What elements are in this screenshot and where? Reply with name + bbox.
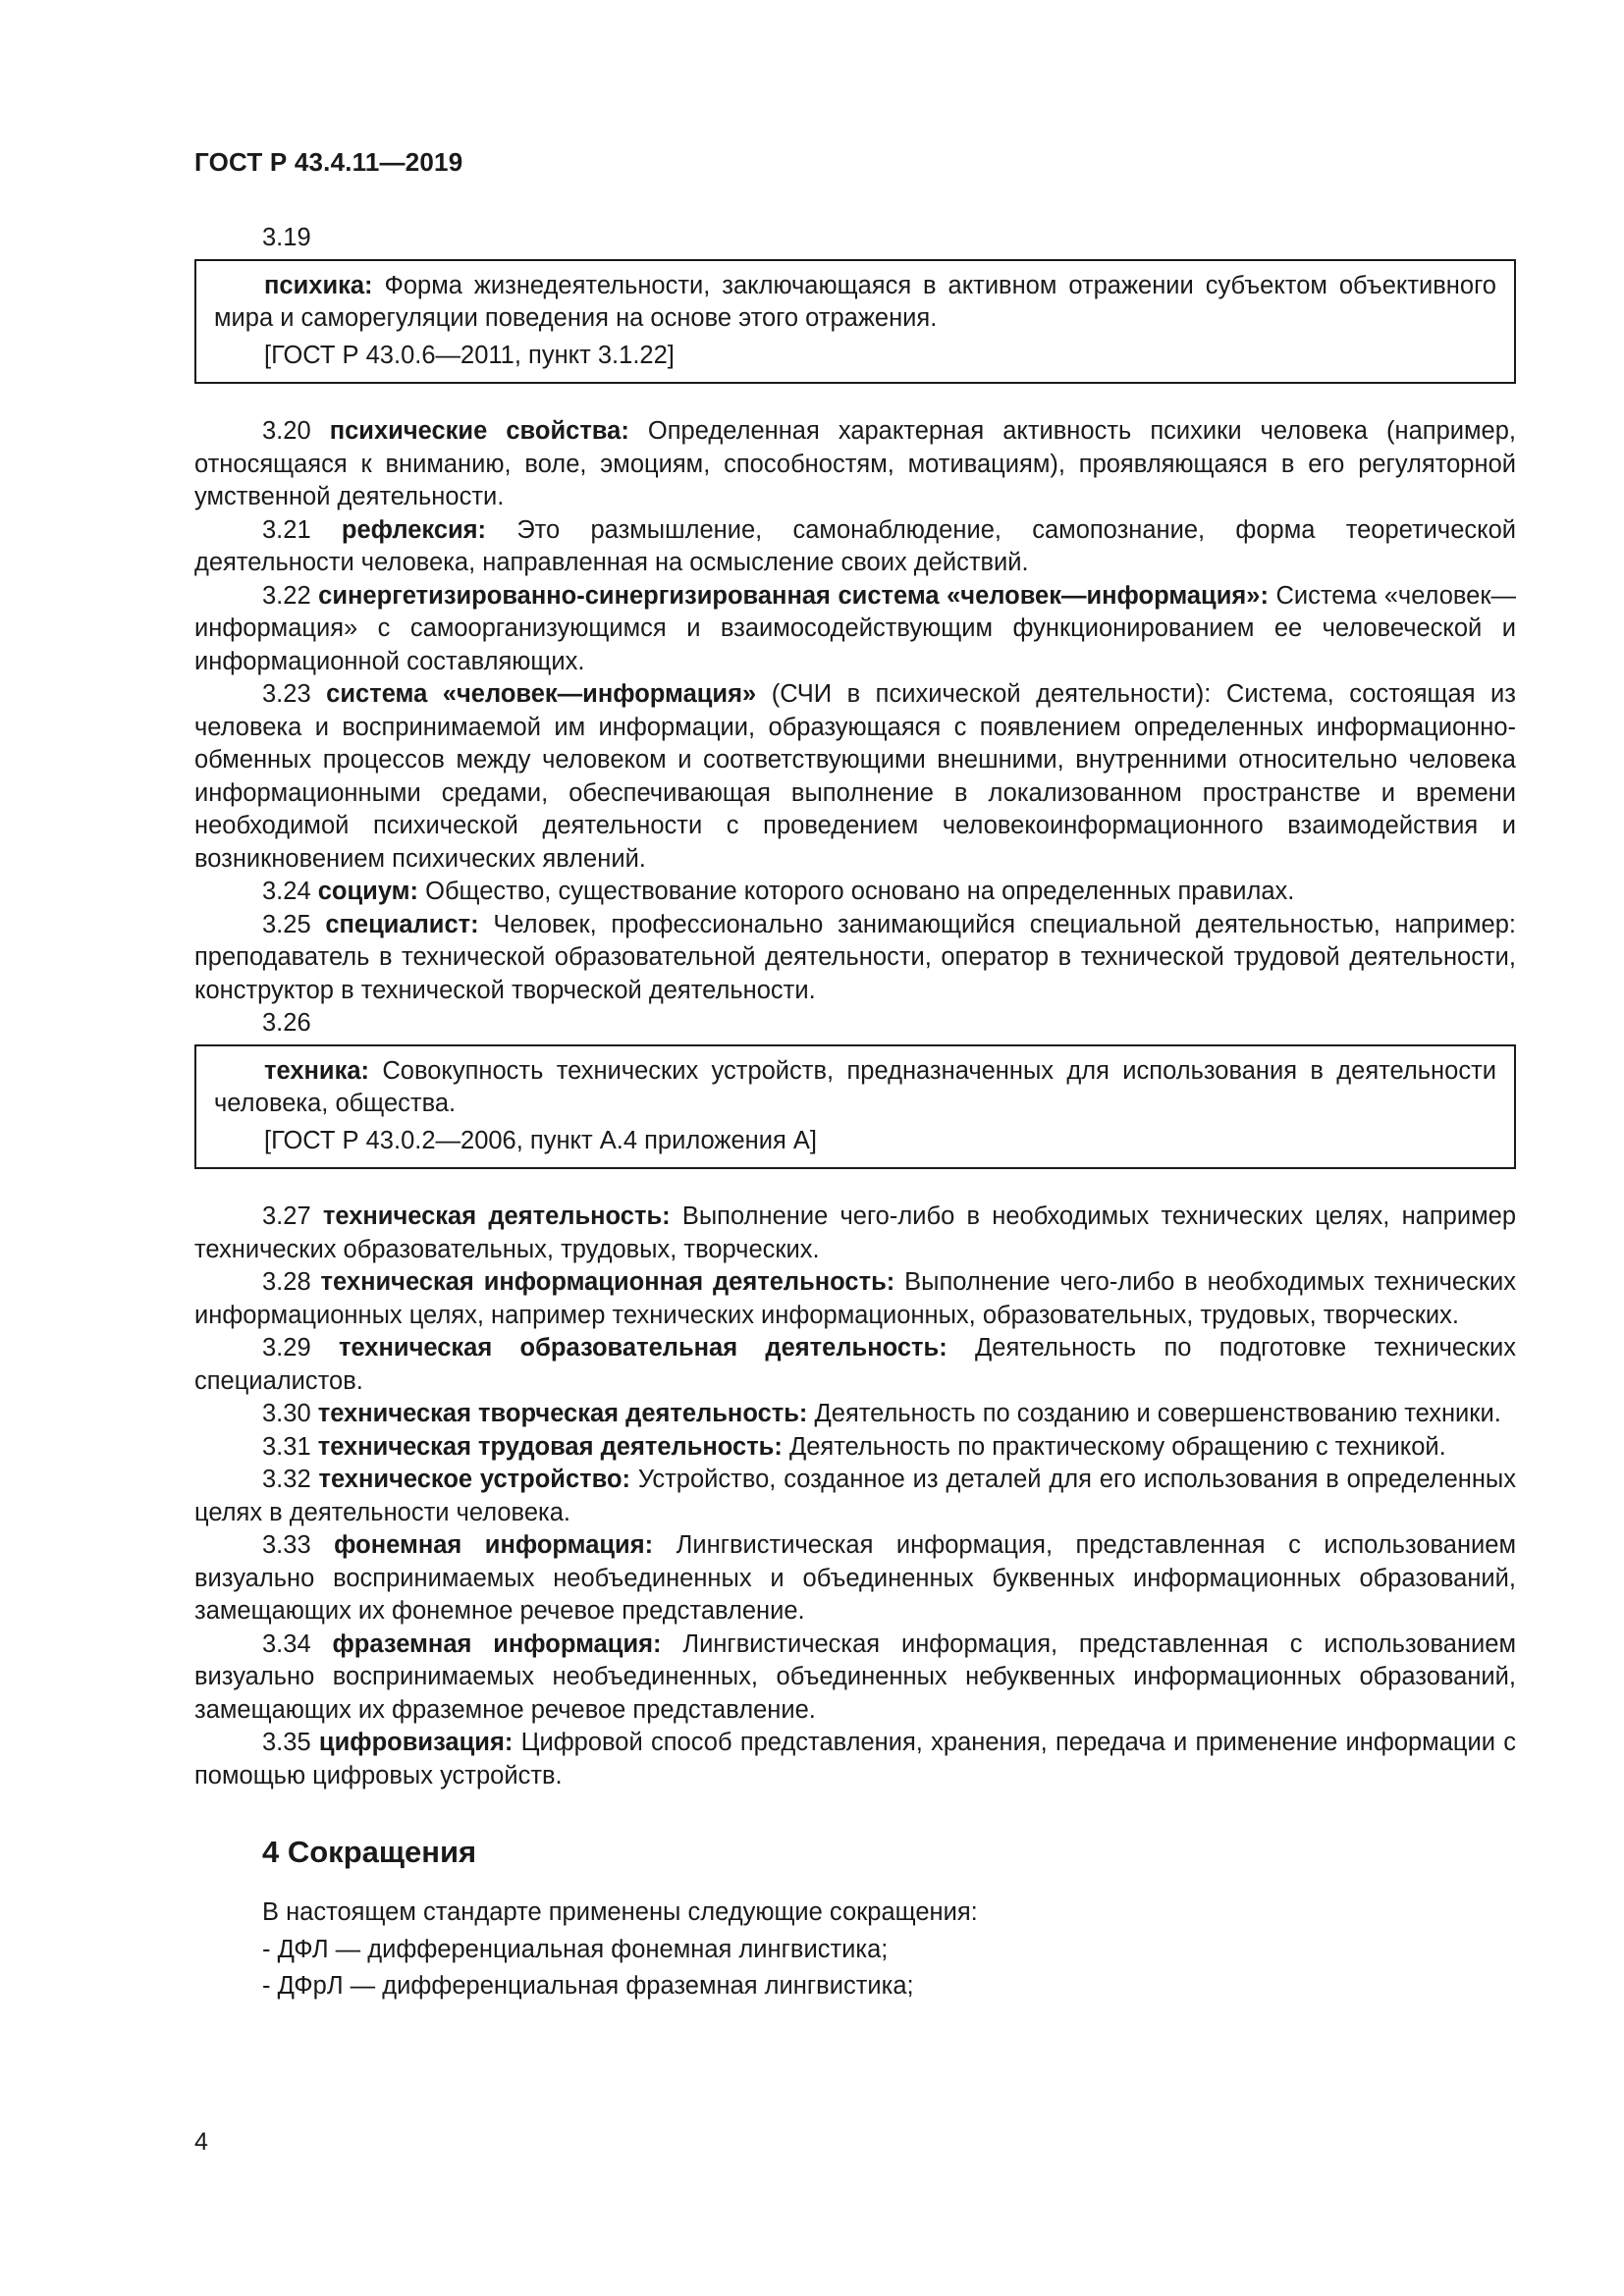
term-definition: Деятельность по созданию и совершенствованию техники. (807, 1400, 1501, 1427)
quoted-definition-box-3-26 (194, 1044, 1516, 1170)
term-name: техника: (264, 1056, 370, 1085)
term-definition: Система «человек—информация» с самоорганизующимся и взаимосодействующим функционированием ее человеческой и информационной составляющих. (194, 581, 1516, 675)
term-number: 3.20 (262, 417, 330, 445)
term-definition: Лингвистическая информация, представленная с использованием визуально воспринимаемых необъединенных, объединенных небуквенных информационных образований, замещающих их фраземное речевое представление. (194, 1629, 1517, 1724)
term-definition: Выполнение чего-либо в необходимых технических целях, например технических образовательных, трудовых, творческих. (194, 1202, 1516, 1263)
term-definition: Выполнение чего-либо в необходимых технических информационных целях, например технических информационных, образовательных, трудовых, творческих. (194, 1268, 1516, 1329)
term-entry-3-20 (194, 415, 1516, 514)
term-entry-3-28 (194, 1266, 1516, 1332)
term-entry-3-30 (194, 1398, 1516, 1431)
abbreviation-item: - ДФЛ — дифференциальная фонемная лингвистика; (262, 1935, 889, 1963)
page-number: 4 (194, 2128, 208, 2156)
term-number-3-19: 3.19 (262, 224, 311, 251)
definition-source: [ГОСТ Р 43.0.2—2006, пункт А.4 приложения А] (264, 1126, 817, 1154)
term-number: 3.29 (262, 1334, 339, 1362)
term-definition: Человек, профессионально занимающийся специальной деятельностью, например: преподаватель в технической образовательной деятельности, оператор в технической трудовой деятельности, конструктор в технической творческой деятельности. (194, 910, 1516, 1004)
term-entry-3-29 (194, 1332, 1516, 1398)
definition-source: [ГОСТ Р 43.0.6—2011, пункт 3.1.22] (264, 341, 675, 369)
term-entry-3-24 (194, 876, 1516, 909)
term-entry-3-27 (194, 1201, 1516, 1266)
term-entry-3-22 (194, 580, 1516, 679)
term-definition: Определенная характерная активность психики человека (например, относящаяся к вниманию, воле, эмоциям, способностям, мотивациям), проявляющаяся в его регуляторной умственной деятельности. (194, 417, 1516, 510)
term-name: техническая творческая деятельность: (317, 1400, 808, 1427)
term-name: фраземная информация: (332, 1629, 662, 1658)
term-number-3-26: 3.26 (262, 1009, 311, 1037)
term-entry-3-25 (194, 909, 1516, 1008)
term-entry-3-31 (194, 1431, 1516, 1465)
term-number: 3.28 (262, 1268, 321, 1296)
term-name: система «человек—информация» (326, 680, 757, 708)
term-number: 3.25 (262, 910, 326, 938)
abbreviation-item: - ДФрЛ — дифференциальная фраземная лингвистика; (262, 1972, 914, 2000)
term-number: 3.30 (262, 1400, 318, 1427)
term-number: 3.22 (262, 581, 319, 610)
term-number: 3.32 (262, 1466, 319, 1493)
term-name: техническая образовательная деятельность: (338, 1334, 947, 1362)
term-entry-3-21 (194, 514, 1516, 580)
term-number: 3.21 (262, 515, 342, 544)
term-number: 3.31 (262, 1432, 318, 1461)
quoted-definition-box-3-19 (194, 259, 1516, 385)
definition-paragraph (214, 1055, 1496, 1121)
term-definition: Устройство, созданное из деталей для его использования в определенных целях в деятельности человека. (194, 1466, 1516, 1526)
document-body (194, 222, 1516, 2003)
term-definition: Совокупность технических устройств, предназначенных для использования в деятельности человека, общества. (214, 1056, 1496, 1117)
term-definition: Это размышление, самонаблюдение, самопознание, форма теоретической деятельности человека, направленная на осмысление своих действий. (194, 515, 1517, 576)
section-4-title: 4 Сокращения (262, 1835, 477, 1869)
term-name: специалист: (325, 910, 479, 938)
term-number: 3.34 (262, 1629, 333, 1658)
term-entry-3-32 (194, 1464, 1516, 1529)
term-name: психика: (264, 271, 373, 299)
term-entry-3-34 (194, 1629, 1516, 1728)
term-number: 3.27 (262, 1202, 323, 1230)
term-entry-3-35 (194, 1727, 1516, 1792)
term-name: техническая информационная деятельность: (320, 1268, 895, 1296)
term-name: рефлексия: (341, 515, 487, 544)
term-name: техническая трудовая деятельность: (317, 1432, 783, 1461)
term-number: 3.33 (262, 1531, 335, 1559)
term-number: 3.23 (262, 680, 327, 708)
term-entry-3-33 (194, 1529, 1516, 1629)
term-entry-3-23 (194, 678, 1516, 876)
term-definition: Деятельность по подготовке технических специалистов. (194, 1334, 1516, 1395)
definition-paragraph (214, 270, 1496, 336)
term-number: 3.35 (262, 1729, 319, 1756)
term-name: фонемная информация: (334, 1531, 654, 1559)
term-definition: (СЧИ в психической деятельности): Система, состоящая из человека и воспринимаемой им информации, образующаяся с появлением определенных информационно-обменных процессов между человеком и соответствующими внешними, внутренними относительно человека информационными средами, обеспечивающая выполнение в локализованном пространстве и времени необходимой психической деятельности с проведением человекоинформационного взаимодействия и возникновением психических явлений. (194, 680, 1516, 873)
terms-list-b (194, 1201, 1516, 1792)
abbreviations-intro: В настоящем стандарте применены следующие сокращения: (262, 1898, 978, 1926)
term-number: 3.24 (262, 878, 318, 905)
term-definition: Цифровой способ представления, хранения, передача и применение информации с помощью цифровых устройств. (194, 1729, 1517, 1789)
term-definition: Форма жизнедеятельности, заключающаяся в активном отражении субъектом объективного мира и саморегуляции поведения на основе этого отражения. (214, 271, 1496, 332)
term-name: цифровизация: (318, 1729, 514, 1756)
term-name: психические свойства: (329, 417, 629, 445)
term-name: техническая деятельность: (322, 1202, 671, 1230)
term-definition: Деятельность по практическому обращению с техникой. (782, 1432, 1446, 1461)
term-definition: Лингвистическая информация, представленная с использованием визуально воспринимаемых необъединенных и объединенных буквенных информационных образований, замещающих их фонемное речевое представление. (194, 1531, 1516, 1625)
term-name: синергетизированно-синергизированная система «человек—информация»: (318, 581, 1269, 610)
terms-list-a (194, 415, 1516, 1007)
document-header: ГОСТ Р 43.4.11—2019 (194, 147, 463, 177)
term-name: социум: (317, 878, 419, 905)
term-definition: Общество, существование которого основано на определенных правилах. (418, 878, 1295, 905)
term-name: техническое устройство: (318, 1466, 631, 1493)
